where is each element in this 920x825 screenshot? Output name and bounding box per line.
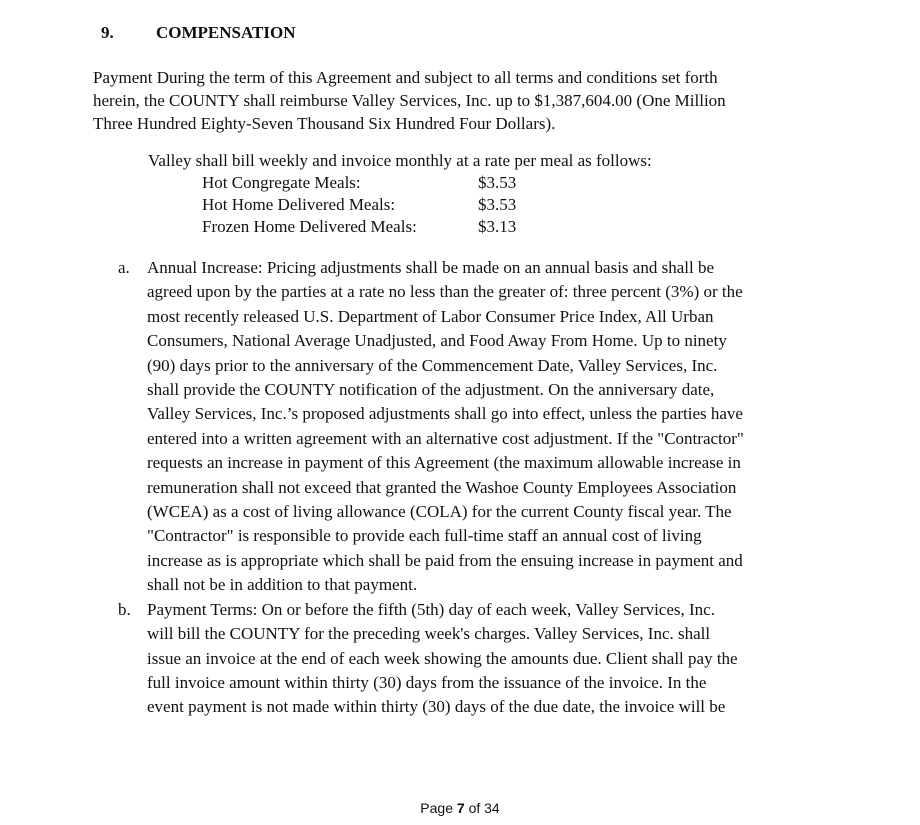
rate-label: Hot Congregate Meals: — [202, 173, 361, 192]
list-item-line: shall provide the COUNTY notification of the adjustment. On the anniversary date, — [147, 380, 715, 400]
meal-rates-block — [148, 150, 652, 238]
list-item-line: requests an increase in payment of this Agreement (the maximum allowable increase in — [147, 453, 741, 473]
list-item-line: entered into a written agreement with an alternative cost adjustment. If the "Contractor" — [147, 428, 744, 448]
list-item-line: (90) days prior to the anniversary of the Commencement Date, Valley Services, Inc. — [147, 355, 718, 375]
section-heading — [101, 22, 295, 43]
rate-label: Hot Home Delivered Meals: — [202, 195, 396, 214]
list-item-line: remuneration shall not exceed that granted the Washoe County Employees Association — [147, 477, 737, 497]
rate-label: Frozen Home Delivered Meals: — [202, 217, 417, 236]
compensation-list — [118, 256, 808, 720]
list-item-line: Consumers, National Average Unadjusted, and Food Away From Home. Up to ninety — [147, 331, 727, 351]
list-item-line: will bill the COUNTY for the preceding week's charges. Valley Services, Inc. shall — [147, 624, 711, 644]
rate-price: $3.53 — [478, 195, 517, 214]
rate-price: $3.53 — [478, 173, 517, 192]
paragraph-line: herein, the COUNTY shall reimburse Valley Services, Inc. up to $1,387,604.00 (One Million — [93, 91, 726, 110]
rate-row — [148, 216, 652, 238]
rate-row — [148, 194, 652, 216]
list-item-line: "Contractor" is responsible to provide each full-time staff an annual cost of living — [147, 526, 702, 546]
section-title: COMPENSATION — [156, 23, 296, 42]
current-page-number: 7 — [456, 800, 465, 816]
list-item-line: event payment is not made within thirty (30) days of the due date, the invoice will be — [147, 697, 726, 717]
list-item-line: Annual Increase: Pricing adjustments shall be made on an annual basis and shall be — [147, 258, 714, 277]
paragraph-line: Three Hundred Eighty-Seven Thousand Six Hundred Four Dollars). — [93, 114, 556, 133]
total-pages: 34 — [484, 800, 500, 816]
of-word: of — [468, 800, 481, 816]
page-footer — [0, 799, 920, 817]
section-number: 9. — [101, 23, 114, 42]
list-marker: b. — [118, 599, 131, 619]
list-item-annual-increase — [118, 256, 808, 598]
list-item-line: full invoice amount within thirty (30) days from the issuance of the invoice. In the — [147, 672, 707, 692]
list-item-line: issue an invoice at the end of each week showing the amounts due. Client shall pay the — [147, 648, 738, 668]
list-item-line: Valley Services, Inc.’s proposed adjustments shall go into effect, unless the parties have — [147, 404, 743, 424]
list-item-line: agreed upon by the parties at a rate no less than the greater of: three percent (3%) or the — [147, 282, 743, 302]
rate-row — [148, 172, 652, 194]
page-word: Page — [420, 800, 453, 816]
list-item-line: shall not be in addition to that payment. — [147, 575, 418, 595]
list-item-line: Payment Terms: On or before the fifth (5th) day of each week, Valley Services, Inc. — [147, 599, 715, 619]
rate-price: $3.13 — [478, 217, 517, 236]
paragraph-line: Payment During the term of this Agreement and subject to all terms and conditions set forth — [93, 68, 718, 87]
list-item-line: most recently released U.S. Department of Labor Consumer Price Index, All Urban — [147, 306, 714, 326]
list-item-line: increase as is appropriate which shall be paid from the ensuing increase in payment and — [147, 550, 743, 570]
list-item-line: (WCEA) as a cost of living allowance (COLA) for the current County fiscal year. The — [147, 502, 732, 522]
list-item-payment-terms — [118, 598, 808, 720]
rates-intro: Valley shall bill weekly and invoice monthly at a rate per meal as follows: — [148, 151, 652, 170]
payment-paragraph — [93, 66, 793, 135]
list-marker: a. — [118, 258, 130, 277]
